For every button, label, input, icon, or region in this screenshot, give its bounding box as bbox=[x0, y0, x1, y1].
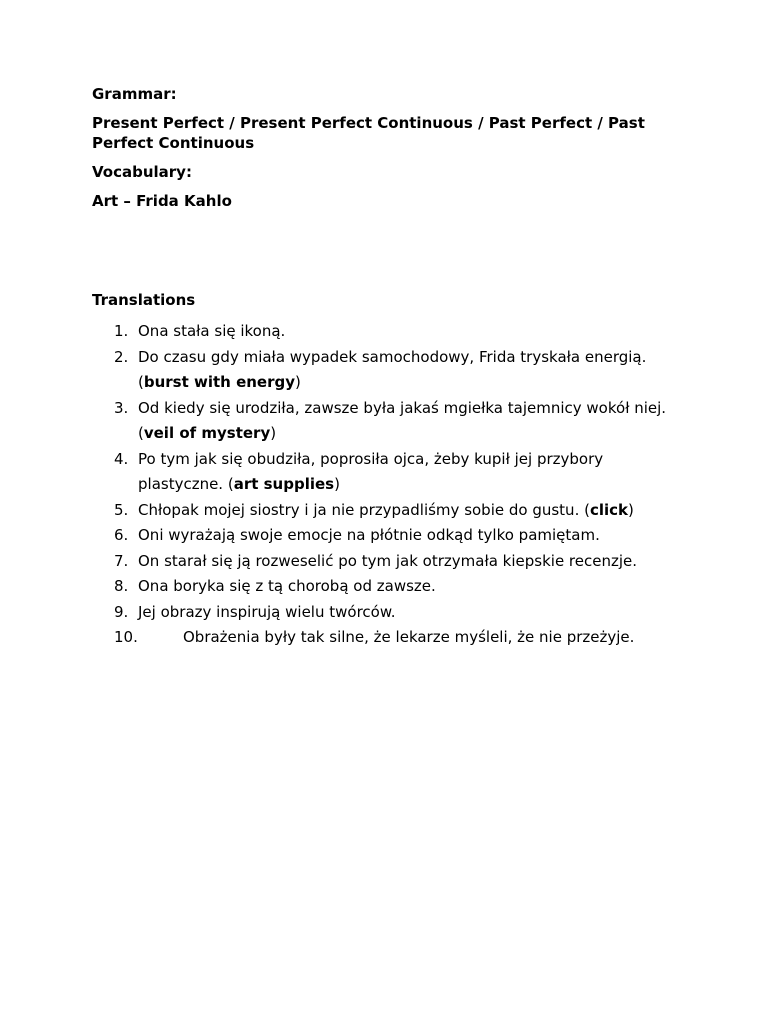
item-text: Po tym jak się obudziła, poprosiła ojca, żeby kupił jej przybory plastyczne. ( bbox=[138, 449, 604, 493]
grammar-topics: Present Perfect / Present Perfect Continuous / Past Perfect / Past Perfect Continuous bbox=[92, 114, 645, 152]
item-number: 9. bbox=[114, 602, 129, 621]
item-text: Ona boryka się z tą chorobą od zawsze. bbox=[138, 577, 436, 595]
item-number: 3. bbox=[114, 398, 129, 417]
item-text: Obrażenia były tak silne, że lekarze myśleli, że nie przeżyje. bbox=[183, 628, 635, 646]
item-hint: click bbox=[589, 500, 629, 519]
item-number: 6. bbox=[114, 526, 129, 544]
item-hint-close: ) bbox=[270, 424, 277, 442]
item-text: Od kiedy się urodziła, zawsze była jakaś mgiełka tajemnicy wokół niej. ( bbox=[138, 398, 667, 442]
item-text: Do czasu gdy miała wypadek samochodowy, Frida tryskała energią. ( bbox=[138, 347, 647, 391]
item-text: Oni wyrażają swoje emocje na płótnie odkąd tylko pamiętam. bbox=[138, 526, 600, 544]
vocabulary-label: Vocabulary: bbox=[92, 163, 192, 181]
vocabulary-topic: Art – Frida Kahlo bbox=[92, 192, 232, 210]
item-hint-close: ) bbox=[334, 475, 340, 493]
item-text: On starał się ją rozweselić po tym jak otrzymała kiepskie recenzje. bbox=[138, 551, 638, 570]
item-text: Ona stała się ikoną. bbox=[138, 322, 286, 340]
item-number: 1. bbox=[114, 322, 129, 340]
item-hint-close: ) bbox=[295, 373, 301, 391]
list-item bbox=[92, 549, 682, 575]
item-number: 5. bbox=[114, 500, 129, 519]
translations-list bbox=[92, 319, 682, 651]
item-number: 7. bbox=[114, 551, 129, 570]
list-item bbox=[92, 447, 682, 498]
item-text: Chłopak mojej siostry i ja nie przypadliśmy sobie do gustu. ( bbox=[138, 500, 590, 519]
list-item bbox=[92, 396, 682, 447]
list-item bbox=[92, 625, 682, 651]
item-hint: veil of mystery bbox=[143, 424, 271, 442]
list-item bbox=[92, 523, 682, 549]
item-hint: art supplies bbox=[233, 475, 335, 493]
list-item bbox=[92, 574, 682, 600]
list-item bbox=[92, 319, 682, 345]
translations-label: Translations bbox=[92, 291, 196, 309]
item-text: Jej obrazy inspirują wielu twórców. bbox=[138, 602, 396, 621]
item-number: 8. bbox=[114, 577, 129, 595]
item-number: 2. bbox=[114, 347, 129, 366]
item-number: 4. bbox=[114, 449, 129, 468]
item-number: 10. bbox=[114, 628, 138, 646]
item-hint-close: ) bbox=[628, 500, 634, 519]
list-item bbox=[92, 345, 682, 396]
spacer bbox=[92, 220, 682, 290]
grammar-label: Grammar: bbox=[92, 85, 177, 103]
document-content bbox=[92, 84, 682, 651]
item-hint: burst with energy bbox=[143, 373, 296, 391]
list-item bbox=[92, 498, 682, 524]
list-item bbox=[92, 600, 682, 626]
